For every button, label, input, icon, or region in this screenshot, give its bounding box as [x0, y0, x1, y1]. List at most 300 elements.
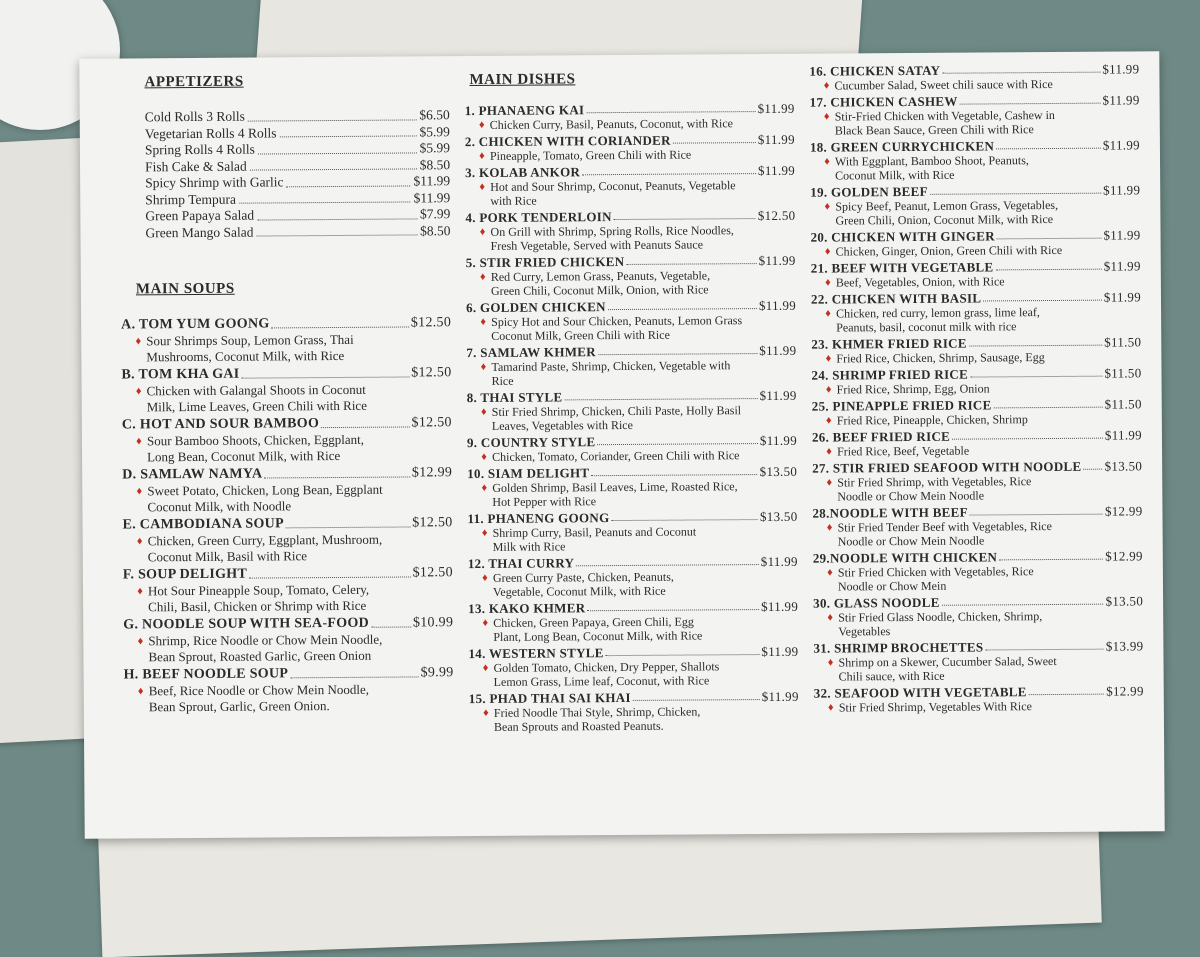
dot-leader: [321, 414, 409, 428]
description-text: Lemon Grass, Lime leaf, Coconut, with Rice: [493, 673, 710, 689]
item-name: B. TOM KHA GAI: [121, 366, 240, 383]
spacer: [136, 699, 146, 713]
description-text: Mushrooms, Coconut Milk, with Rice: [146, 347, 345, 365]
item-price: $11.99: [758, 297, 797, 314]
description-text: On Grill with Shrimp, Spring Rolls, Rice Noodles,: [490, 223, 734, 239]
item-description: [122, 397, 452, 415]
item-description: [814, 667, 1144, 683]
item-price: $11.99: [761, 643, 799, 660]
item-price: $11.99: [757, 100, 795, 117]
chili-pepper-icon: ♦: [825, 276, 831, 289]
item-name: 10. SIAM DELIGHT: [467, 465, 590, 482]
main-dishes-list: [465, 101, 799, 734]
item-description: [123, 647, 453, 665]
dot-leader: [994, 397, 1103, 409]
description-text: Beef, Vegetables, Onion, with Rice: [835, 274, 1005, 290]
item-description: [468, 538, 798, 554]
chili-pepper-icon: ♦: [136, 535, 143, 548]
spacer: [478, 329, 488, 343]
item-description: [467, 417, 797, 433]
item-name: 23. KHMER FRIED RICE: [811, 335, 967, 352]
dot-leader: [633, 689, 760, 701]
spacer: [823, 321, 833, 335]
item-price: $13.99: [1105, 638, 1144, 654]
chili-pepper-icon: ♦: [481, 450, 487, 463]
description-text: Milk with Rice: [492, 539, 566, 554]
item-description: [811, 318, 1141, 334]
item-name: H. BEEF NOODLE SOUP: [123, 666, 289, 683]
item-description: [469, 718, 799, 734]
menu-item: [124, 664, 454, 715]
item-price: $11.99: [759, 342, 797, 359]
description-text: Hot Sour Pineapple Soup, Tomato, Celery,: [147, 581, 370, 599]
description-text: Sweet Potato, Chicken, Long Bean, Eggplant: [147, 481, 383, 499]
description-text: Green Chili, Coconut Milk, Onion, with Rice: [490, 282, 709, 298]
spacer: [825, 625, 835, 639]
item-name: 11. PHANENG GOONG: [467, 510, 610, 527]
item-price: $13.50: [1104, 458, 1143, 474]
item-price: $11.99: [1103, 289, 1142, 305]
item-price: $11.50: [1104, 334, 1142, 350]
item-price: $7.99: [419, 206, 451, 222]
menu-item: [467, 509, 797, 554]
dot-leader: [995, 259, 1101, 271]
item-price: $11.99: [1103, 227, 1141, 243]
item-description: [123, 547, 453, 565]
dot-leader: [930, 183, 1101, 195]
item-name: 26. BEEF FRIED RICE: [811, 428, 951, 445]
item-name: 5. STIR FRIED CHICKEN: [465, 253, 625, 271]
menu-item: [468, 554, 798, 599]
menu-item: [466, 298, 796, 343]
description-text: Stir-Fried Chicken with Vegetable, Cashew in: [834, 107, 1055, 124]
menu-item: [810, 137, 1140, 182]
column-appetizers-soups: [119, 66, 454, 716]
item-name: 14. WESTERN STYLE: [468, 645, 604, 662]
dot-leader: [264, 464, 410, 478]
item-price: $11.99: [1103, 182, 1141, 198]
item-price: $11.99: [757, 131, 795, 148]
spacer: [134, 399, 144, 413]
item-name: 16. CHICKEN SATAY: [809, 62, 941, 79]
item-price: $13.50: [1105, 593, 1144, 609]
menu-item: [122, 514, 452, 565]
item-description: [468, 583, 798, 599]
menu-item: [811, 334, 1141, 365]
dot-leader: [248, 107, 417, 121]
more-dishes-list: [809, 61, 1144, 714]
description-text: Green Curry Paste, Chicken, Peanuts,: [492, 569, 674, 585]
spacer: [135, 649, 145, 663]
item-description: [466, 237, 796, 253]
description-text: Fried Noodle Thai Style, Shrimp, Chicken,: [493, 704, 701, 720]
chili-pepper-icon: ♦: [825, 383, 832, 396]
item-price: $11.99: [1102, 137, 1140, 153]
menu-item: [123, 614, 453, 665]
menu-item: [811, 289, 1141, 334]
item-description: [465, 192, 795, 208]
menu-item: [466, 343, 796, 388]
item-description: [812, 487, 1142, 503]
item-price: $13.50: [759, 508, 798, 525]
item-name: 28.NOODLE WITH BEEF: [812, 504, 968, 521]
description-text: Noodle or Chow Mein: [837, 578, 947, 594]
description-text: Chicken, red curry, lemon grass, lime leaf,: [836, 305, 1040, 321]
description-text: Stir Fried Chicken with Vegetables, Rice: [837, 564, 1034, 580]
spacer: [479, 495, 489, 509]
dot-leader: [673, 132, 756, 144]
item-description: [811, 273, 1141, 289]
spacer: [134, 499, 144, 513]
item-name: 3. KOLAB ANKOR: [465, 164, 581, 181]
item-name: 6. GOLDEN CHICKEN: [465, 299, 606, 316]
item-description: [813, 577, 1143, 593]
main-dishes-title: MAIN DISHES: [469, 71, 576, 89]
description-text: With Eggplant, Bamboo Shoot, Peanuts,: [834, 153, 1029, 169]
spacer: [477, 194, 487, 208]
menu-item: [467, 388, 797, 433]
menu-item: [810, 92, 1140, 137]
item-name: 24. SHRIMP FRIED RICE: [811, 366, 969, 383]
description-text: Chicken Curry, Basil, Peanuts, Coconut, with Rice: [489, 116, 734, 132]
chili-pepper-icon: ♦: [825, 414, 832, 427]
description-text: Bean Sprouts and Roasted Peanuts.: [493, 718, 664, 734]
chili-pepper-icon: ♦: [824, 200, 831, 213]
dot-leader: [969, 335, 1102, 347]
menu-item: [812, 396, 1142, 427]
item-name: Vegetarian Rolls 4 Rolls: [144, 124, 277, 141]
item-name: 21. BEEF WITH VEGETABLE: [810, 259, 994, 276]
menu-item: [814, 683, 1144, 714]
description-text: Stir Fried Tender Beef with Vegetables, Rice: [837, 519, 1052, 535]
description-text: Coconut Milk, with Rice: [835, 167, 955, 183]
item-description: [814, 698, 1144, 714]
dot-leader: [597, 433, 758, 445]
item-name: 22. CHICKEN WITH BASIL: [810, 290, 982, 307]
dot-leader: [942, 594, 1104, 606]
item-price: $5.99: [419, 123, 450, 139]
column-more-dishes: [809, 61, 1144, 716]
dot-leader: [290, 664, 418, 678]
item-price: $12.50: [411, 415, 452, 431]
dot-leader: [598, 343, 757, 355]
description-text: Coconut Milk, Green Chili with Rice: [491, 327, 670, 343]
menu-item: [468, 644, 798, 689]
dot-leader: [606, 644, 760, 656]
item-description: [810, 211, 1140, 227]
menu-item: [813, 548, 1143, 593]
spacer: [480, 540, 490, 554]
item-description: [812, 380, 1142, 396]
spacer: [134, 449, 144, 463]
dot-leader: [256, 223, 417, 237]
dot-leader: [1029, 684, 1105, 696]
dot-leader: [999, 549, 1103, 561]
description-text: Milk, Lime Leaves, Green Chili with Rice: [146, 397, 368, 415]
description-text: Shrimp on a Skewer, Cucumber Salad, Sweet: [838, 653, 1057, 670]
item-name: D. SAMLAW NAMYA: [122, 466, 263, 483]
item-price: $11.99: [1103, 258, 1141, 274]
item-price: $11.99: [1104, 427, 1142, 443]
chili-pepper-icon: ♦: [481, 481, 488, 494]
item-price: $12.50: [412, 515, 453, 531]
chili-pepper-icon: ♦: [827, 656, 834, 669]
item-description: [122, 497, 452, 515]
item-name: 9. COUNTRY STYLE: [466, 434, 596, 451]
item-description: [121, 347, 451, 365]
menu-item: [812, 458, 1142, 503]
spacer: [822, 169, 832, 183]
item-name: Green Mango Salad: [145, 224, 254, 240]
item-name: F. SOUP DELIGHT: [122, 566, 248, 583]
description-text: Sour Bamboo Shoots, Chicken, Eggplant,: [146, 431, 365, 449]
menu-item: [809, 61, 1139, 92]
description-text: Chicken, Green Papaya, Green Chili, Egg: [493, 614, 694, 630]
item-description: [811, 242, 1141, 258]
dot-leader: [582, 163, 756, 175]
item-description: [124, 697, 454, 715]
item-name: 29.NOODLE WITH CHICKEN: [812, 549, 998, 566]
description-text: Stir Fried Shrimp, with Vegetables, Rice: [837, 474, 1032, 490]
item-name: 7. SAMLAW KHMER: [466, 344, 596, 361]
item-description: [812, 411, 1142, 427]
chili-pepper-icon: ♦: [136, 485, 143, 498]
description-text: Long Bean, Coconut Milk, with Rice: [147, 447, 341, 465]
chili-pepper-icon: ♦: [827, 611, 834, 624]
dot-leader: [608, 298, 757, 310]
menu-item: [123, 564, 453, 615]
description-text: Hot and Sour Shrimp, Coconut, Peanuts, Vegetable: [490, 178, 736, 194]
item-price: $12.99: [1106, 683, 1144, 699]
item-description: [810, 121, 1140, 137]
item-name: 31. SHRIMP BROCHETTES: [813, 639, 984, 656]
dot-leader: [586, 101, 755, 113]
item-name: Fish Cake & Salad: [144, 158, 247, 174]
chili-pepper-icon: ♦: [823, 110, 830, 123]
dot-leader: [576, 554, 759, 566]
description-text: Stir Fried Glass Noodle, Chicken, Shrimp,: [838, 609, 1043, 625]
chili-pepper-icon: ♦: [826, 476, 833, 489]
dot-leader: [258, 140, 417, 154]
chili-pepper-icon: ♦: [826, 445, 832, 458]
item-description: [465, 147, 795, 163]
description-text: Fried Rice, Shrimp, Egg, Onion: [836, 381, 990, 397]
spacer: [478, 284, 488, 298]
description-text: Noodle or Chow Mein Noodle: [837, 488, 985, 504]
item-name: 18. GREEN CURRYCHICKEN: [809, 138, 995, 155]
item-name: C. HOT AND SOUR BAMBOO: [121, 416, 320, 433]
description-text: Leaves, Vegetables with Rice: [491, 417, 633, 433]
item-price: $11.99: [413, 189, 451, 205]
item-name: G. NOODLE SOUP WITH SEA-FOOD: [123, 615, 370, 633]
item-price: $11.99: [757, 162, 796, 179]
description-text: Red Curry, Lemon Grass, Peanuts, Vegetable,: [490, 268, 711, 284]
item-description: [813, 532, 1143, 548]
dot-leader: [960, 93, 1101, 105]
column-main-dishes: [464, 64, 799, 736]
description-text: Rice: [491, 373, 514, 388]
spacer: [133, 349, 143, 363]
description-text: Noodle or Chow Mein Noodle: [837, 533, 985, 549]
item-name: A. TOM YUM GOONG: [121, 316, 270, 333]
chili-pepper-icon: ♦: [479, 225, 486, 238]
item-price: $11.99: [761, 598, 799, 615]
dot-leader: [997, 228, 1102, 240]
chili-pepper-icon: ♦: [479, 270, 486, 283]
item-description: [467, 372, 797, 388]
item-price: $11.99: [759, 432, 798, 449]
item-description: [809, 76, 1139, 92]
chili-pepper-icon: ♦: [483, 706, 489, 719]
description-text: Sour Shrimps Soup, Lemon Grass, Thai: [146, 331, 354, 349]
description-text: Spicy Hot and Sour Chicken, Peanuts, Lemon Grass: [491, 313, 743, 329]
description-text: Spicy Beef, Peanut, Lemon Grass, Vegetables,: [835, 197, 1059, 214]
item-price: $12.99: [1105, 548, 1143, 564]
item-name: 8. THAI STYLE: [466, 389, 563, 406]
spacer: [825, 535, 835, 549]
menu-item: [812, 427, 1142, 458]
menu-item: [468, 599, 798, 644]
item-price: $11.99: [761, 688, 799, 705]
chili-pepper-icon: ♦: [825, 307, 831, 320]
spacer: [480, 585, 490, 599]
appetizers-list: [120, 107, 451, 241]
dot-leader: [983, 290, 1102, 302]
item-name: 19. GOLDEN BEEF: [810, 183, 928, 200]
item-price: $11.50: [1104, 365, 1142, 381]
item-name: Cold Rolls 3 Rolls: [144, 108, 245, 125]
dot-leader: [952, 428, 1103, 440]
dot-leader: [241, 364, 409, 378]
item-name: 25. PINEAPPLE FRIED RICE: [811, 397, 992, 414]
item-price: $10.99: [412, 615, 454, 631]
item-price: $5.99: [419, 140, 450, 156]
item-price: $11.99: [413, 173, 451, 189]
spacer: [822, 124, 832, 138]
menu-item: [465, 163, 795, 208]
menu-item: [469, 689, 799, 734]
item-price: $11.50: [1104, 396, 1142, 412]
menu-item: [122, 464, 452, 515]
dot-leader: [942, 62, 1100, 74]
description-text: Bean Sprout, Garlic, Green Onion.: [148, 698, 330, 715]
description-text: Chili sauce, with Rice: [838, 668, 945, 684]
chili-pepper-icon: ♦: [479, 180, 486, 193]
item-price: $12.50: [757, 207, 796, 224]
description-text: Black Bean Sauce, Green Chili with Rice: [834, 122, 1034, 138]
description-text: Coconut Milk, with Noodle: [147, 498, 292, 515]
spacer: [478, 239, 488, 253]
chili-pepper-icon: ♦: [480, 315, 486, 328]
dot-leader: [970, 504, 1103, 516]
dot-leader: [257, 206, 417, 220]
chili-pepper-icon: ♦: [824, 155, 830, 168]
spacer: [480, 630, 490, 644]
chili-pepper-icon: ♦: [480, 405, 487, 418]
menu-item: [811, 227, 1141, 258]
item-price: $11.99: [760, 553, 798, 570]
menu-page: [79, 51, 1164, 839]
item-name: 20. CHICKEN WITH GINGER: [810, 228, 995, 245]
dot-leader: [249, 564, 411, 578]
dot-leader: [286, 514, 410, 528]
spacer: [479, 374, 489, 388]
menu-item: [467, 433, 797, 464]
chili-pepper-icon: ♦: [827, 566, 833, 579]
menu-item: [465, 101, 795, 132]
item-description: [466, 282, 796, 298]
chili-pepper-icon: ♦: [482, 661, 489, 674]
description-text: Hot Pepper with Rice: [492, 494, 597, 509]
item-description: [811, 349, 1141, 365]
chili-pepper-icon: ♦: [823, 79, 830, 92]
item-description: [468, 628, 798, 644]
chili-pepper-icon: ♦: [478, 118, 485, 131]
item-name: Spicy Shrimp with Garlic: [145, 174, 284, 191]
spacer: [822, 214, 832, 228]
menu-item: [811, 258, 1141, 289]
item-description: [812, 442, 1142, 458]
spacer: [824, 490, 834, 504]
item-price: $13.50: [759, 463, 798, 480]
spacer: [481, 675, 491, 689]
item-name: E. CAMBODIANA SOUP: [122, 516, 284, 533]
dot-leader: [970, 366, 1102, 378]
dot-leader: [371, 614, 411, 627]
item-name: Shrimp Tempura: [145, 191, 236, 207]
dot-leader: [985, 639, 1104, 651]
item-name: 1. PHANAENG KAI: [464, 102, 585, 119]
description-text: Green Chili, Onion, Coconut Milk, with Rice: [835, 211, 1054, 228]
description-text: Bean Sprout, Roasted Garlic, Green Onion: [148, 647, 372, 665]
item-description: [810, 166, 1140, 182]
chili-pepper-icon: ♦: [136, 435, 142, 448]
menu-item: [121, 314, 451, 365]
item-name: 2. CHICKEN WITH CORIANDER: [464, 132, 671, 150]
item-description: [467, 493, 797, 509]
description-text: Peanuts, basil, coconut milk with rice: [836, 319, 1017, 335]
item-name: 4. PORK TENDERLOIN: [465, 209, 612, 226]
description-text: Golden Shrimp, Basil Leaves, Lime, Roasted Rice,: [492, 479, 738, 495]
dot-leader: [279, 124, 416, 137]
menu-item: [810, 182, 1140, 227]
chili-pepper-icon: ♦: [825, 352, 832, 365]
dot-leader: [587, 599, 759, 611]
chili-pepper-icon: ♦: [826, 521, 833, 534]
dot-leader: [626, 253, 756, 265]
item-price: $12.50: [410, 315, 452, 331]
description-text: Chicken with Galangal Shoots in Coconut: [146, 381, 366, 399]
dot-leader: [611, 509, 758, 521]
menu-item: [122, 414, 452, 465]
item-price: $11.99: [759, 387, 797, 404]
item-price: $11.99: [1102, 61, 1140, 77]
description-text: Tamarind Paste, Shrimp, Chicken, Vegetable with: [491, 358, 731, 374]
menu-item: [812, 503, 1142, 548]
item-name: 30. GLASS NOODLE: [813, 594, 940, 611]
description-text: Beef, Rice Noodle or Chow Mein Noodle,: [148, 681, 369, 699]
item-name: Spring Rolls 4 Rolls: [144, 141, 255, 158]
item-price: $11.99: [758, 252, 796, 269]
spacer: [825, 580, 835, 594]
item-price: $12.99: [1104, 503, 1143, 519]
description-text: Shrimp Curry, Basil, Peanuts and Coconut: [492, 524, 697, 540]
item-name: Green Papaya Salad: [145, 207, 255, 224]
item-price: $12.99: [411, 465, 453, 481]
item-description: [469, 673, 799, 689]
description-text: Shrimp, Rice Noodle or Chow Mein Noodle,: [148, 631, 383, 649]
dot-leader: [591, 464, 757, 476]
